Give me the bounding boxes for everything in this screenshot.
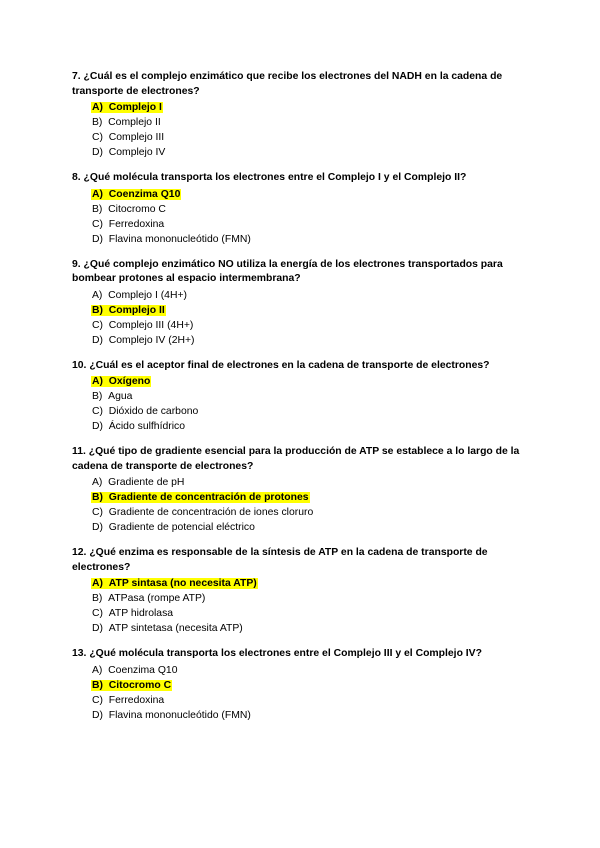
answer-option bbox=[91, 389, 532, 404]
option-content bbox=[91, 522, 256, 533]
option-content bbox=[91, 102, 163, 113]
question-text: 11. ¿Qué tipo de gradiente esencial para la producción de ATP se establece a lo largo de la cadena de transporte de electrones? bbox=[72, 446, 520, 472]
option-letter: D) bbox=[92, 147, 103, 158]
option-letter: C) bbox=[92, 608, 103, 619]
option-letter: A) bbox=[92, 578, 103, 589]
option-content bbox=[91, 593, 206, 604]
option-text: Flavina mononucleótido (FMN) bbox=[108, 233, 251, 245]
option-text: ATP hidrolasa bbox=[108, 608, 174, 619]
option-letter: B) bbox=[92, 203, 103, 215]
option-letter: B) bbox=[92, 117, 103, 128]
option-letter: D) bbox=[92, 522, 103, 533]
answer-option bbox=[91, 130, 532, 145]
document-page bbox=[72, 70, 532, 734]
option-letter: A) bbox=[92, 289, 103, 301]
option-content bbox=[91, 219, 165, 230]
option-content bbox=[91, 376, 151, 387]
answer-option bbox=[91, 145, 532, 160]
option-content bbox=[91, 578, 258, 589]
answer-option bbox=[91, 404, 532, 419]
answer-option bbox=[91, 663, 532, 678]
option-text: Ácido sulfhídrico bbox=[108, 421, 185, 432]
option-content bbox=[91, 665, 178, 676]
option-content bbox=[91, 695, 165, 706]
option-content bbox=[91, 132, 165, 143]
question-block bbox=[72, 647, 532, 723]
option-text: Coenzima Q10 bbox=[108, 188, 181, 200]
option-content bbox=[91, 507, 314, 518]
question-block bbox=[72, 258, 532, 348]
answer-option bbox=[91, 318, 532, 333]
answer-option bbox=[91, 591, 532, 606]
option-text: Complejo IV bbox=[108, 147, 166, 158]
answer-option bbox=[91, 505, 532, 520]
option-letter: C) bbox=[92, 319, 103, 331]
option-text: Complejo III (4H+) bbox=[108, 319, 194, 331]
option-content bbox=[91, 680, 172, 691]
option-text: Gradiente de concentración de iones cloruro bbox=[108, 507, 314, 518]
option-content bbox=[91, 117, 162, 128]
option-content bbox=[91, 234, 252, 245]
answer-option bbox=[91, 520, 532, 535]
question-text: 12. ¿Qué enzima es responsable de la síntesis de ATP en la cadena de transporte de electrones? bbox=[72, 547, 488, 573]
option-text: Complejo IV (2H+) bbox=[108, 334, 195, 346]
option-text: ATP sintasa (no necesita ATP) bbox=[108, 578, 257, 589]
answer-option bbox=[91, 621, 532, 636]
question-block bbox=[72, 546, 532, 636]
option-letter: A) bbox=[92, 188, 103, 200]
option-text: Oxígeno bbox=[108, 376, 151, 387]
option-letter: C) bbox=[92, 507, 103, 518]
answer-option bbox=[91, 475, 532, 490]
option-content bbox=[91, 147, 166, 158]
option-letter: B) bbox=[92, 391, 103, 402]
option-letter: C) bbox=[92, 694, 103, 706]
question-text: 7. ¿Cuál es el complejo enzimático que recibe los electrones del NADH en la cadena de transporte de electrones? bbox=[72, 71, 503, 97]
option-content bbox=[91, 477, 185, 488]
option-content bbox=[91, 189, 181, 200]
answer-option bbox=[91, 606, 532, 621]
question-text: 9. ¿Qué complejo enzimático NO utiliza la energía de los electrones transportados para bombear protones al espacio intermembrana? bbox=[72, 258, 503, 284]
question-block bbox=[72, 171, 532, 247]
option-text: Agua bbox=[108, 391, 133, 402]
option-text: Gradiente de pH bbox=[108, 477, 185, 488]
answer-option bbox=[91, 232, 532, 247]
option-content bbox=[91, 406, 199, 417]
answer-option bbox=[91, 202, 532, 217]
option-text: Citocromo C bbox=[108, 679, 172, 691]
question-block bbox=[72, 70, 532, 160]
option-letter: B) bbox=[92, 492, 103, 503]
option-text: ATPasa (rompe ATP) bbox=[108, 593, 206, 604]
answer-option-correct bbox=[91, 678, 532, 693]
option-letter: B) bbox=[92, 593, 103, 604]
option-letter: D) bbox=[92, 334, 103, 346]
option-content bbox=[91, 421, 186, 432]
answer-option bbox=[91, 693, 532, 708]
option-text: Complejo II bbox=[108, 117, 161, 128]
option-letter: B) bbox=[92, 679, 103, 691]
option-content bbox=[91, 623, 244, 634]
option-letter: D) bbox=[92, 709, 103, 721]
option-text: Complejo II bbox=[108, 304, 165, 316]
option-letter: A) bbox=[92, 477, 103, 488]
option-letter: D) bbox=[92, 421, 103, 432]
option-text: Coenzima Q10 bbox=[108, 664, 178, 676]
option-text: Ferredoxina bbox=[108, 694, 165, 706]
option-content bbox=[91, 608, 174, 619]
option-text: Complejo III bbox=[108, 132, 165, 143]
answer-option bbox=[91, 115, 532, 130]
option-text: Complejo I (4H+) bbox=[108, 289, 187, 301]
option-letter: C) bbox=[92, 406, 103, 417]
answer-option-correct bbox=[91, 303, 532, 318]
answer-option-correct bbox=[91, 576, 532, 591]
option-letter: D) bbox=[92, 623, 103, 634]
question-text: 13. ¿Qué molécula transporta los electrones entre el Complejo III y el Complejo IV? bbox=[72, 648, 482, 659]
answer-option bbox=[91, 217, 532, 232]
answer-option bbox=[91, 419, 532, 434]
option-letter: C) bbox=[92, 132, 103, 143]
option-content bbox=[91, 290, 188, 301]
option-content bbox=[91, 335, 196, 346]
question-block bbox=[72, 359, 532, 435]
option-text: Gradiente de concentración de protones bbox=[108, 492, 309, 503]
option-letter: B) bbox=[92, 304, 103, 316]
answer-option-correct bbox=[91, 490, 532, 505]
answer-option-correct bbox=[91, 187, 532, 202]
option-content bbox=[91, 320, 194, 331]
option-text: Dióxido de carbono bbox=[108, 406, 199, 417]
option-content bbox=[91, 391, 133, 402]
answer-option bbox=[91, 708, 532, 723]
answer-option-correct bbox=[91, 374, 532, 389]
option-text: Complejo I bbox=[108, 102, 162, 113]
option-text: Ferredoxina bbox=[108, 218, 165, 230]
option-text: Citocromo C bbox=[108, 203, 166, 215]
option-text: Gradiente de potencial eléctrico bbox=[108, 522, 255, 533]
option-letter: A) bbox=[92, 664, 103, 676]
answer-option bbox=[91, 288, 532, 303]
option-content bbox=[91, 492, 310, 503]
question-text: 10. ¿Cuál es el aceptor final de electrones en la cadena de transporte de electrones? bbox=[72, 359, 490, 371]
question-text: 8. ¿Qué molécula transporta los electrones entre el Complejo I y el Complejo II? bbox=[72, 172, 467, 183]
option-text: Flavina mononucleótido (FMN) bbox=[108, 709, 251, 721]
option-content bbox=[91, 204, 167, 215]
option-content bbox=[91, 305, 166, 316]
answer-option-correct bbox=[91, 100, 532, 115]
option-text: ATP sintetasa (necesita ATP) bbox=[108, 623, 243, 634]
option-content bbox=[91, 710, 252, 721]
option-letter: A) bbox=[92, 376, 103, 387]
option-letter: D) bbox=[92, 233, 103, 245]
option-letter: C) bbox=[92, 218, 103, 230]
option-letter: A) bbox=[92, 102, 103, 113]
answer-option bbox=[91, 333, 532, 348]
question-block bbox=[72, 445, 532, 535]
